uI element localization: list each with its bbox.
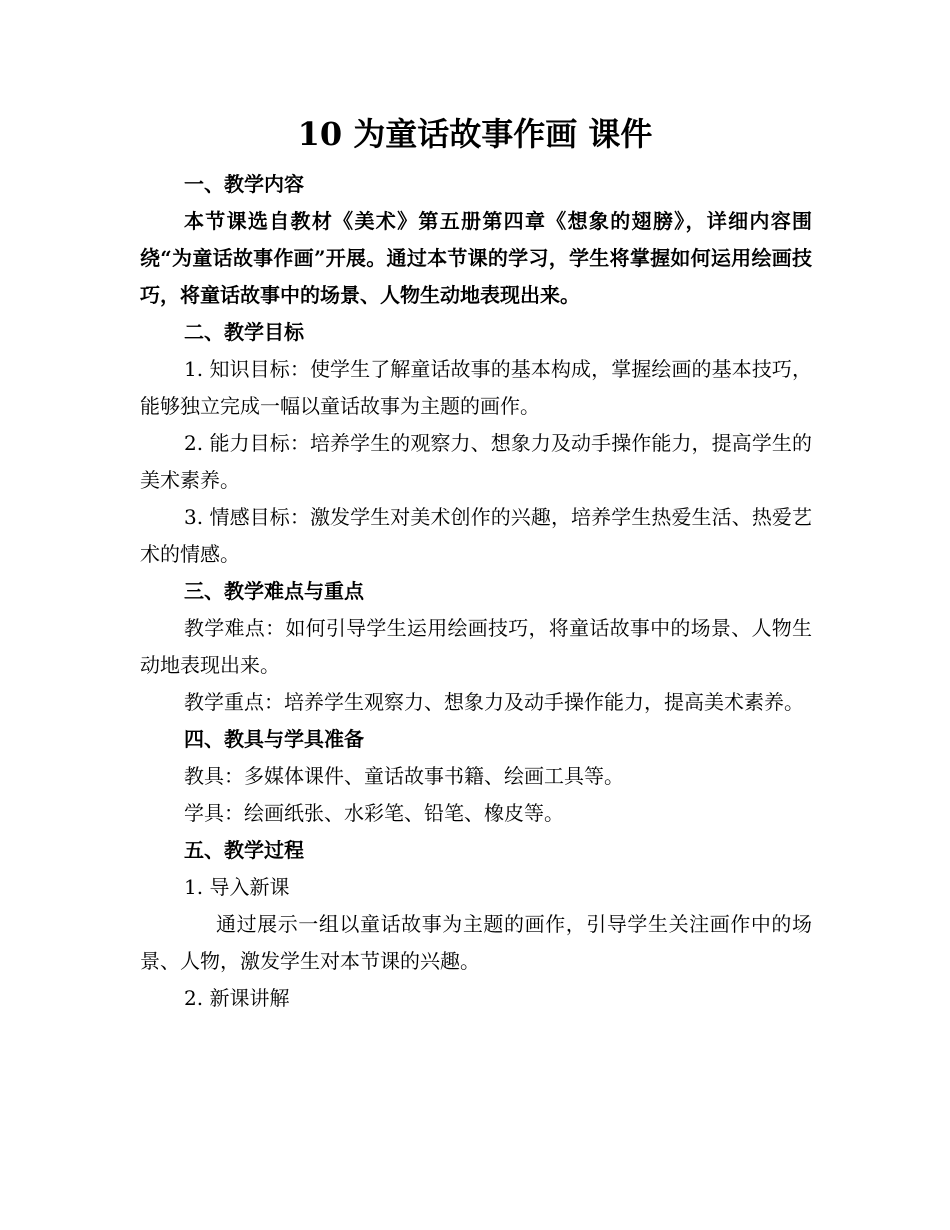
goal-ability: 2. 能力目标：培养学生的观察力、想象力及动手操作能力，提高学生的美术素养。 — [140, 431, 812, 492]
section-heading-teaching-content: 一、教学内容 — [184, 172, 304, 196]
section-heading-difficulty-key: 三、教学难点与重点 — [184, 579, 364, 603]
process-step-1-heading: 1. 导入新课 — [184, 875, 290, 899]
teaching-difficulty: 教学难点：如何引导学生运用绘画技巧，将童话故事中的场景、人物生动地表现出来。 — [140, 616, 812, 677]
document-title: 10 为童话故事作画 课件 — [297, 115, 653, 153]
teaching-content-paragraph: 本节课选自教材《美术》第五册第四章《想象的翅膀》，详细内容围绕“为童话故事作画”开展。通过本节课的学习，学生将掌握如何运用绘画技巧，将童话故事中的场景、人物生动地表现出来。 — [140, 209, 812, 307]
section-heading-process: 五、教学过程 — [184, 838, 304, 862]
goal-emotion: 3. 情感目标：激发学生对美术创作的兴趣，培养学生热爱生活、热爱艺术的情感。 — [140, 505, 812, 566]
section-heading-teaching-goals: 二、教学目标 — [184, 320, 304, 344]
student-materials: 学具：绘画纸张、水彩笔、铅笔、橡皮等。 — [184, 801, 564, 825]
section-heading-materials: 四、教具与学具准备 — [184, 727, 364, 751]
process-step-1-text: 通过展示一组以童话故事为主题的画作，引导学生关注画作中的场景、人物，激发学生对本节课的兴趣。 — [140, 912, 812, 973]
teacher-materials: 教具：多媒体课件、童话故事书籍、绘画工具等。 — [184, 764, 624, 788]
document-body — [140, 166, 812, 1017]
process-step-2-heading: 2. 新课讲解 — [184, 986, 290, 1010]
goal-knowledge: 1. 知识目标：使学生了解童话故事的基本构成，掌握绘画的基本技巧，能够独立完成一幅以童话故事为主题的画作。 — [140, 357, 812, 418]
teaching-key-point: 教学重点：培养学生观察力、想象力及动手操作能力，提高美术素养。 — [184, 690, 804, 714]
